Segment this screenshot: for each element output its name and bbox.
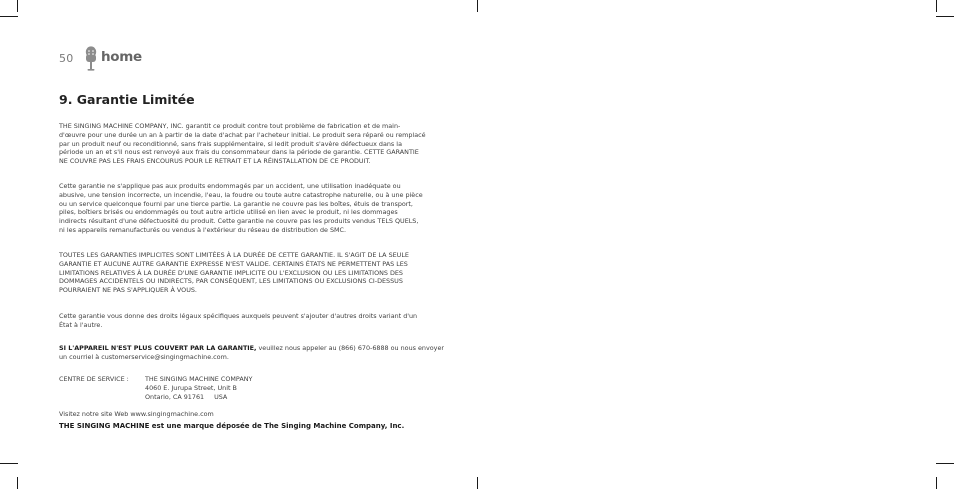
page-number: 50	[59, 52, 74, 65]
brand-logo	[84, 46, 142, 72]
crop-mark	[936, 16, 954, 17]
city: Ontario, CA 91761	[145, 392, 205, 401]
trademark-notice: THE SINGING MACHINE est une marque déposée de The Singing Machine Company, Inc.	[59, 422, 405, 430]
out-of-warranty-lead: SI L'APPAREIL N'EST PLUS COUVERT PAR LA GARANTIE,	[59, 344, 257, 352]
crop-mark	[477, 477, 478, 489]
out-of-warranty-paragraph	[59, 344, 444, 362]
crop-mark	[0, 463, 18, 464]
crop-mark	[936, 477, 937, 489]
crop-mark	[17, 0, 18, 12]
company-name: THE SINGING MACHINE COMPANY	[145, 375, 253, 383]
logo-text: home	[101, 49, 142, 65]
implied-warranty-paragraph: TOUTES LES GARANTIES IMPLICITES SONT LIMITÉES À LA DURÉE DE CETTE GARANTIE. IL S'AGIT DE LA SEULE GARANTIE ET AUCUNE AUTRE GARANTIE EXPRESSE N'EST VALIDE. CERTAINS ÉTATS NE PERMETTENT PAS LES LIMITATIONS RELATIVES À LA DURÉE D'UNE GARANTIE IMPLICITE OU L'EXCLUSION OU LES LIMITATIONS DES DOMMAGES ACCIDENTELS OU INDIRECTS, PAR CONSÉQUENT, LES LIMITATIONS OU EXCLUSIONS CI-DESSUS POURRAIENT NE PAS S'APPLIQUER À VOUS.	[59, 251, 409, 295]
microphone-icon	[84, 46, 98, 72]
crop-mark	[17, 477, 18, 489]
crop-mark	[936, 0, 937, 12]
website-line: Visitez notre site Web www.singingmachine.com	[59, 410, 214, 418]
service-center-label: CENTRE DE SERVICE :	[59, 375, 129, 383]
crop-mark	[477, 0, 478, 12]
section-title: 9. Garantie Limitée	[59, 92, 195, 107]
service-center-address	[145, 375, 252, 401]
crop-mark	[936, 463, 954, 464]
crop-mark	[0, 16, 18, 17]
out-of-warranty-text: veuillez nous appeler au (866) 670-6888 ou nous envoyer un courriel à customerservice@singingmachine.com.	[59, 344, 445, 361]
legal-rights-paragraph: Cette garantie vous donne des droits légaux spécifiques auxquels peuvent s'ajouter d'autres droits variant d'un État à l'autre.	[59, 312, 418, 329]
street-address: 4060 E. Jurupa Street, Unit B	[145, 383, 237, 392]
exclusions-paragraph: Cette garantie ne s'applique pas aux produits endommagés par un accident, une utilisation inadéquate ou abusive, une tension incorrecte, un incendie, l'eau, la foudre ou toute autre catastrophe naturelle, ou à une pièce ou un service quelconque fourni par une tierce partie. La garantie ne couvre pas les boîtes, étuis de transport, piles, boîtiers brisés ou endommagés ou tout autre article utilisé en lien avec le produit, ni les dommages indirects résultant d'une défectuosité du produit. Cette garantie ne couvre pas les produits vendus TELS QUELS, ni les appareils remanufacturés ou vendus à l'extérieur du réseau de distribution de SMC.	[59, 182, 423, 234]
city-line	[145, 393, 252, 402]
country: USA	[214, 392, 228, 401]
warranty-paragraph: THE SINGING MACHINE COMPANY, INC. garantit ce produit contre tout problème de fabrication et de main- d'œuvre pour une durée un an à partir de la date d'achat par l'acheteur initial. Le produit sera réparé ou remplacé par un produit neuf ou reconditionné, sans frais supplémentaire, si ledit produit s'avère défectueux dans la période un an et s'il nous est renvoyé aux frais du consommateur dans la période de garantie. CETTE GARANTIE NE COUVRE PAS LES FRAIS ENCOURUS POUR LE RETRAIT ET LA RÉINSTALLATION DE CE PRODUIT.	[59, 122, 426, 166]
